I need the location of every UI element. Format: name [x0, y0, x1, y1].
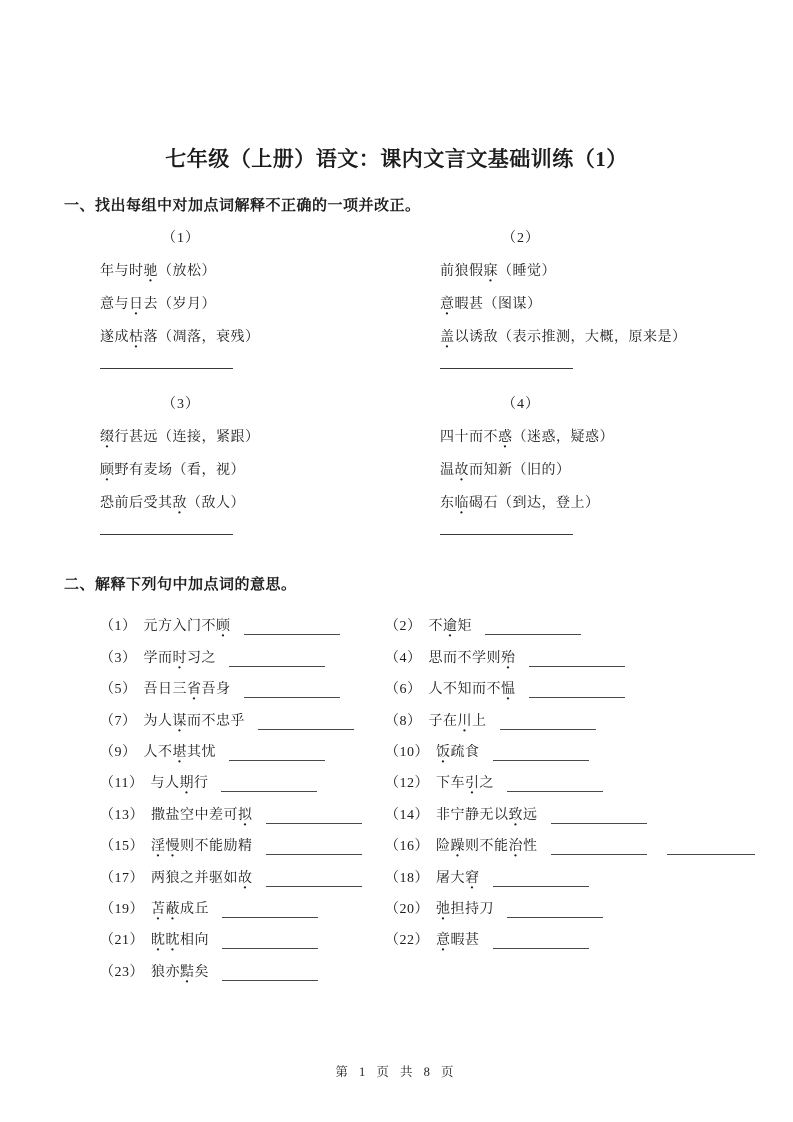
item-number: （10）	[385, 744, 429, 760]
list-item	[100, 949, 385, 980]
item-phrase: 子在川上	[428, 713, 487, 729]
list-item	[100, 918, 385, 949]
phrase-line: 意与日去（岁月）	[100, 297, 216, 312]
phrase-line: 遂成枯落（凋落，衰残）	[100, 330, 260, 345]
answer-blank	[244, 683, 340, 698]
item-number: （2）	[385, 619, 422, 635]
answer-blank	[266, 872, 362, 887]
list-item	[385, 887, 763, 918]
item-phrase: 学而时习之	[143, 650, 216, 666]
word-group	[440, 221, 753, 371]
answer-blank	[507, 903, 603, 918]
group-label: （3）	[162, 397, 200, 412]
answer-blank	[258, 715, 354, 730]
list-item	[100, 698, 385, 729]
answer-blank	[222, 934, 318, 949]
item-phrase: 与人期行	[150, 776, 209, 792]
list-item	[100, 635, 385, 666]
answer-blank	[222, 903, 318, 918]
list-item	[385, 635, 763, 666]
word-group	[100, 221, 440, 371]
answer-blank	[507, 777, 603, 792]
phrase-line: 四十而不惑（迷惑，疑惑）	[440, 430, 614, 445]
item-phrase: 思而不学则殆	[428, 650, 516, 666]
item-phrase: 屠大窘	[436, 870, 480, 886]
answer-blank	[100, 512, 233, 535]
item-number: （14）	[385, 807, 429, 823]
phrase-line: 恐前后受其敌（敌人）	[100, 496, 245, 511]
phrase-line: 年与时驰（放松）	[100, 264, 216, 279]
phrase-line: 缀行甚远（连接，紧跟）	[100, 430, 260, 445]
item-number: （3）	[100, 650, 137, 666]
phrase-line: 温故而知新（旧的）	[440, 463, 571, 478]
list-item	[100, 604, 385, 635]
answer-blank	[493, 934, 589, 949]
item-phrase: 险躁则不能治性	[436, 839, 538, 855]
item-phrase: 意暇甚	[436, 933, 480, 949]
list-item	[385, 730, 763, 761]
answer-blank	[667, 840, 755, 855]
answer-blank	[529, 652, 625, 667]
answer-blank	[493, 746, 589, 761]
item-phrase: 人不知而不愠	[428, 682, 516, 698]
answer-blank	[221, 777, 317, 792]
word-group	[100, 387, 440, 537]
item-phrase: 饭疏食	[436, 744, 480, 760]
answer-blank	[229, 652, 325, 667]
answer-blank	[551, 840, 647, 855]
section2-heading: 二、解释下列句中加点词的意思。	[64, 577, 297, 593]
answer-blank	[229, 746, 325, 761]
item-number: （11）	[100, 776, 144, 792]
list-item	[100, 855, 385, 886]
list-item	[100, 792, 385, 823]
answer-blank	[500, 715, 596, 730]
answer-blank	[493, 872, 589, 887]
answer-blank	[266, 809, 362, 824]
item-number: （23）	[100, 964, 144, 980]
item-phrase: 非宁静无以致远	[436, 807, 538, 823]
phrase-line: 顾野有麦场（看，视）	[100, 463, 245, 478]
answer-blank	[551, 809, 647, 824]
item-number: （4）	[385, 650, 422, 666]
section2-items	[100, 604, 763, 981]
answer-blank	[529, 683, 625, 698]
item-phrase: 不逾矩	[428, 619, 472, 635]
list-item	[385, 824, 763, 855]
item-phrase: 弛担持刀	[436, 901, 494, 917]
item-number: （17）	[100, 870, 144, 886]
group-label: （4）	[502, 397, 540, 412]
answer-blank	[485, 620, 581, 635]
list-item	[100, 761, 385, 792]
group-label: （1）	[162, 231, 200, 246]
item-phrase: 两狼之并驱如故	[151, 870, 253, 886]
answer-blank	[440, 346, 573, 369]
list-item	[385, 667, 763, 698]
list-item	[385, 855, 763, 886]
item-number: （5）	[100, 682, 137, 698]
item-number: （22）	[385, 933, 429, 949]
phrase-line: 盖以诱敌（表示推测，大概，原来是）	[440, 330, 687, 345]
answer-blank	[100, 346, 233, 369]
group-label: （2）	[502, 231, 540, 246]
page-footer: 第 1 页 共 8 页	[335, 1065, 458, 1079]
item-number: （1）	[100, 619, 137, 635]
item-phrase: 眈眈相向	[151, 933, 209, 949]
item-phrase: 下车引之	[436, 776, 494, 792]
phrase-line: 意暇甚（图谋）	[440, 297, 542, 312]
item-number: （16）	[385, 839, 429, 855]
item-phrase: 狼亦黠矣	[151, 964, 209, 980]
answer-blank	[244, 620, 340, 635]
item-number: （20）	[385, 901, 429, 917]
item-phrase: 撒盐空中差可拟	[151, 807, 253, 823]
phrase-line: 东临碣石（到达，登上）	[440, 496, 600, 511]
phrase-line: 前狼假寐（睡觉）	[440, 264, 556, 279]
page-title: 七年级（上册）语文：课内文言文基础训练（1）	[165, 147, 628, 171]
item-number: （15）	[100, 839, 144, 855]
answer-blank	[266, 840, 362, 855]
item-number: （7）	[100, 713, 137, 729]
section1-groups	[100, 221, 753, 537]
list-item	[100, 730, 385, 761]
item-phrase: 吾日三省吾身	[143, 682, 231, 698]
item-number: （8）	[385, 713, 422, 729]
item-phrase: 淫慢则不能励精	[151, 839, 253, 855]
list-item	[385, 792, 763, 823]
section1-heading: 一、找出每组中对加点词解释不正确的一项并改正。	[64, 198, 421, 214]
word-group	[440, 387, 753, 537]
item-number: （6）	[385, 682, 422, 698]
item-number: （9）	[100, 744, 137, 760]
item-number: （19）	[100, 901, 144, 917]
item-phrase: 元方入门不顾	[143, 619, 231, 635]
list-item	[100, 667, 385, 698]
list-item	[385, 604, 763, 635]
item-number: （13）	[100, 807, 144, 823]
item-phrase: 为人谋而不忠乎	[143, 713, 245, 729]
list-item	[385, 698, 763, 729]
answer-blank	[222, 966, 318, 981]
item-number: （21）	[100, 933, 144, 949]
item-phrase: 苫蔽成丘	[151, 901, 209, 917]
item-phrase: 人不堪其忧	[143, 744, 216, 760]
item-number: （18）	[385, 870, 429, 886]
item-number: （12）	[385, 776, 429, 792]
